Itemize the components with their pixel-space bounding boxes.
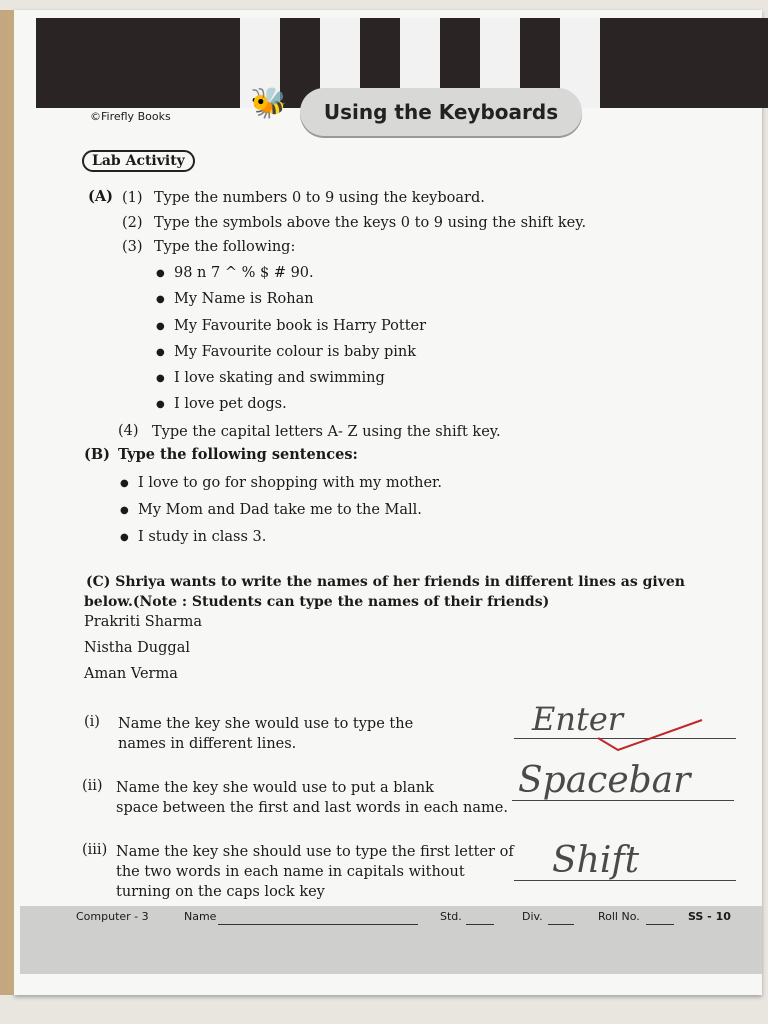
item-number: (3) [122, 239, 143, 255]
list-item: ● I love to go for shopping with my mother. [138, 475, 442, 491]
list-item: ● 98 n 7 ^ % $ # 90. [174, 265, 314, 281]
list-item: ● My Mom and Dad take me to the Mall. [138, 502, 422, 518]
friend-name: Aman Verma [84, 666, 178, 682]
list-item: ● I study in class 3. [138, 529, 266, 545]
footer-std-label: Std. [440, 910, 462, 923]
publisher-credit: ©Firefly Books [90, 110, 171, 123]
name-field-line [218, 924, 418, 925]
section-a-marker: (A) [88, 188, 113, 205]
list-item: ● I love pet dogs. [174, 396, 287, 412]
handwritten-answer: Enter [532, 700, 624, 738]
checkmark-icon [596, 716, 706, 756]
item-number: (2) [122, 215, 143, 231]
item-text: Type the following: [154, 239, 296, 255]
page-title: Using the Keyboards [323, 100, 559, 124]
question-text: Name the key she would use to put a blank space between the first and last words in each name. [116, 780, 508, 816]
title-banner [300, 88, 582, 136]
bee-mascot-icon: 🐝 [250, 86, 288, 121]
roll-field-line [646, 924, 674, 925]
std-field-line [466, 924, 494, 925]
item-text: Type the symbols above the keys 0 to 9 using the shift key. [154, 215, 587, 231]
friend-name: Nistha Duggal [84, 640, 190, 656]
item-number: (1) [122, 190, 143, 206]
div-field-line [548, 924, 574, 925]
list-item: ● I love skating and swimming [174, 370, 385, 386]
question-number: (i) [84, 714, 100, 730]
footer-name-label: Name [184, 910, 217, 923]
list-item: ● My Favourite book is Harry Potter [174, 318, 426, 334]
footer-div-label: Div. [522, 910, 543, 923]
section-c-prompt: (C) Shriya wants to write the names of her friends in different lines as given [86, 574, 685, 590]
question-number: (ii) [82, 778, 103, 794]
item-text: Type the numbers 0 to 9 using the keyboard. [154, 190, 485, 206]
section-b-marker: (B) [84, 446, 110, 463]
question-text: Name the key she would use to type the names in different lines. [118, 716, 414, 752]
item-number: (4) [118, 423, 139, 439]
section-b-heading: Type the following sentences: [118, 446, 358, 463]
list-item: ● My Favourite colour is baby pink [174, 344, 416, 360]
lab-activity-badge: Lab Activity [82, 150, 195, 172]
page-code: SS - 10 [688, 910, 731, 923]
question-text: Name the key she should use to type the first letter of the two words in each name in capitals without turning on the caps lock key [116, 844, 514, 900]
handwritten-answer: Spacebar [518, 760, 691, 801]
list-item: ● My Name is Rohan [174, 291, 314, 307]
section-c-note: below.(Note : Students can type the names of their friends) [84, 594, 550, 610]
item-text: Type the capital letters A- Z using the shift key. [152, 424, 501, 440]
handwritten-answer: Shift [552, 840, 640, 881]
friend-name: Prakriti Sharma [84, 614, 203, 630]
question-number: (iii) [82, 842, 108, 858]
footer-subject: Computer - 3 [76, 910, 149, 923]
footer-roll-label: Roll No. [598, 910, 640, 923]
